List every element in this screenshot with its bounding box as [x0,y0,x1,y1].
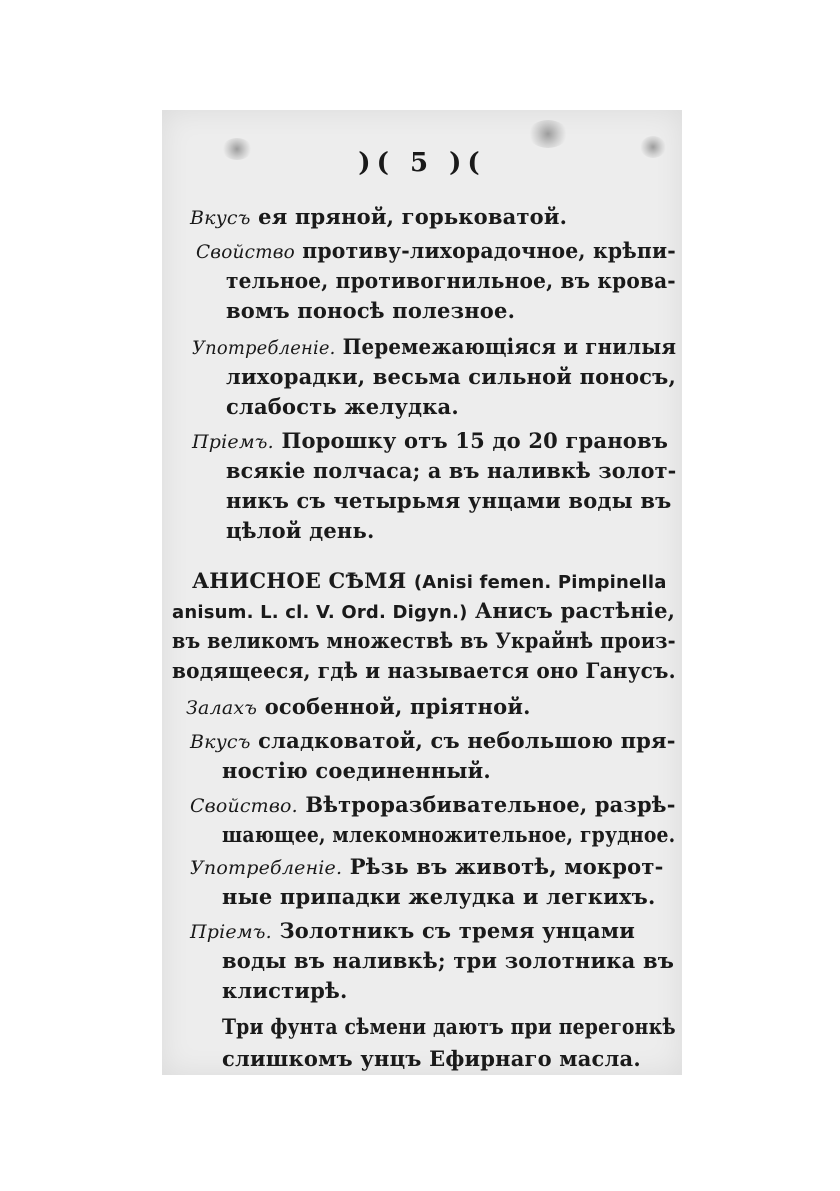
text-line: слишкомъ унцъ Ефирнаго масла. [222,1046,641,1071]
text-line: лихорадки, весьма сильной поносъ, [226,364,676,389]
text-line [190,918,635,945]
text-line: Три фунта сѣмени даютъ при перегонкѣ [222,1014,676,1039]
text-line: ные припадки желудка и легкихъ. [222,884,656,909]
text-line: вомъ поносѣ полезное. [226,298,516,323]
text-line: шающее, млекомножительное, грудное. [222,822,676,847]
text-line [190,792,676,819]
use-text: Перемежающіяся и гнилыя [342,334,677,359]
text-line [192,568,667,596]
latin-name: (Anisi femen. Pimpinella [413,572,667,593]
dose-label: Пріемъ. [190,921,272,943]
dose-label: Пріемъ. [192,431,274,453]
text-line: тельное, противогнильное, въ крова- [226,268,676,293]
text-line: ностію соединенный. [222,758,491,783]
page-number-header: )( 5 )( [358,148,486,178]
property-text: противу-лихорадочное, крѣпи- [302,238,676,263]
ink-smudge [222,138,252,160]
text-line [190,204,567,231]
taste-label: Вкусъ [190,731,251,753]
property-label: Свойство. [190,795,298,817]
intro-text: Анисъ растѣніе, [475,598,676,623]
text-line [190,854,664,881]
dose-text: Порошку отъ 15 до 20 грановъ [281,428,669,453]
text-line: въ великомъ множествѣ въ Украйнѣ произ- [172,628,676,653]
text-line: всякіе полчаса; а въ наливкѣ золот- [226,458,677,483]
text-line: цѣлой день. [226,518,375,543]
use-text: Рѣзь въ животѣ, мокрот- [349,854,664,879]
text-line [186,694,531,721]
entry-title: АНИСНОЕ СѢМЯ [192,568,407,593]
dose-text: Золотникъ съ тремя унцами [279,918,636,943]
property-label: Свойство [196,241,295,263]
ink-smudge [640,136,666,158]
taste-text: ея пряной, горьковатой. [258,204,568,229]
text-line [192,334,676,361]
smell-text: особенной, пріятной. [264,694,531,719]
text-line: клистирѣ. [222,978,348,1003]
taste-label: Вкусъ [190,207,251,229]
use-label: Употребленіе. [190,857,343,879]
use-label: Употребленіе. [192,337,336,359]
text-line [192,428,668,455]
ink-smudge [528,120,568,148]
text-line [190,728,676,755]
text-line: воды въ наливкѣ; три золотника въ [222,948,675,973]
text-line [196,238,676,265]
latin-name: anisum. L. cl. V. Ord. Digyn.) [172,602,468,623]
text-line: никъ съ четырьмя унцами воды въ [226,488,672,513]
property-text: Вѣтроразбивательное, разрѣ- [305,792,676,817]
taste-text: сладковатой, съ небольшою пря- [258,728,676,753]
text-line: слабость желудка. [226,394,459,419]
smell-label: Залахъ [186,697,258,719]
text-line [172,598,675,626]
text-line: водящееся, гдѣ и называется оно Ганусъ. [172,658,676,683]
